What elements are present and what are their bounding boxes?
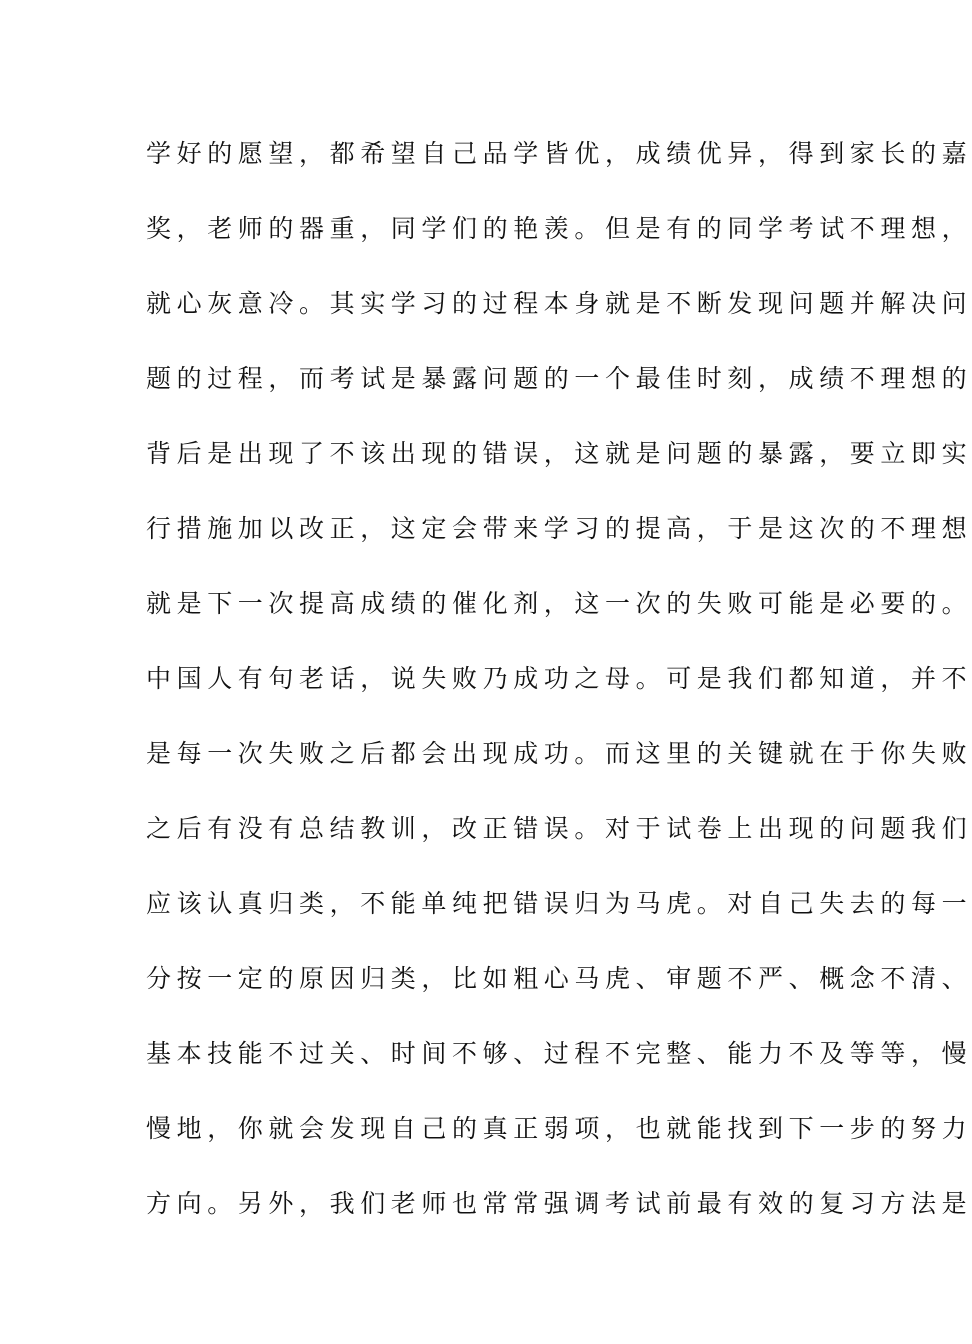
text-line-2: 奖，老师的器重，同学们的艳羡。但是有的同学考试不理想， — [146, 214, 972, 243]
text-line-8: 中国人有句老话，说失败乃成功之母。可是我们都知道，并不 — [146, 664, 972, 693]
text-line-13: 基本技能不过关、时间不够、过程不完整、能力不及等等，慢 — [146, 1039, 972, 1068]
body-text — [146, 133, 972, 1258]
text-line-15: 方向。另外，我们老师也常常强调考试前最有效的复习方法是 — [146, 1189, 972, 1218]
text-line-6: 行措施加以改正，这定会带来学习的提高，于是这次的不理想 — [146, 514, 972, 543]
text-line-14: 慢地，你就会发现自己的真正弱项，也就能找到下一步的努力 — [146, 1114, 972, 1143]
text-line-7: 就是下一次提高成绩的催化剂，这一次的失败可能是必要的。 — [146, 589, 972, 618]
text-line-9: 是每一次失败之后都会出现成功。而这里的关键就在于你失败 — [146, 739, 972, 768]
text-line-12: 分按一定的原因归类，比如粗心马虎、审题不严、概念不清、 — [146, 964, 972, 993]
text-line-4: 题的过程，而考试是暴露问题的一个最佳时刻，成绩不理想的 — [146, 364, 972, 393]
text-line-11: 应该认真归类，不能单纯把错误归为马虎。对自己失去的每一 — [146, 889, 972, 918]
text-line-10: 之后有没有总结教训，改正错误。对于试卷上出现的问题我们 — [146, 814, 972, 843]
text-line-5: 背后是出现了不该出现的错误，这就是问题的暴露，要立即实 — [146, 439, 972, 468]
text-line-3: 就心灰意冷。其实学习的过程本身就是不断发现问题并解决问 — [146, 289, 972, 318]
text-line-1: 学好的愿望，都希望自己品学皆优，成绩优异，得到家长的嘉 — [146, 139, 972, 168]
